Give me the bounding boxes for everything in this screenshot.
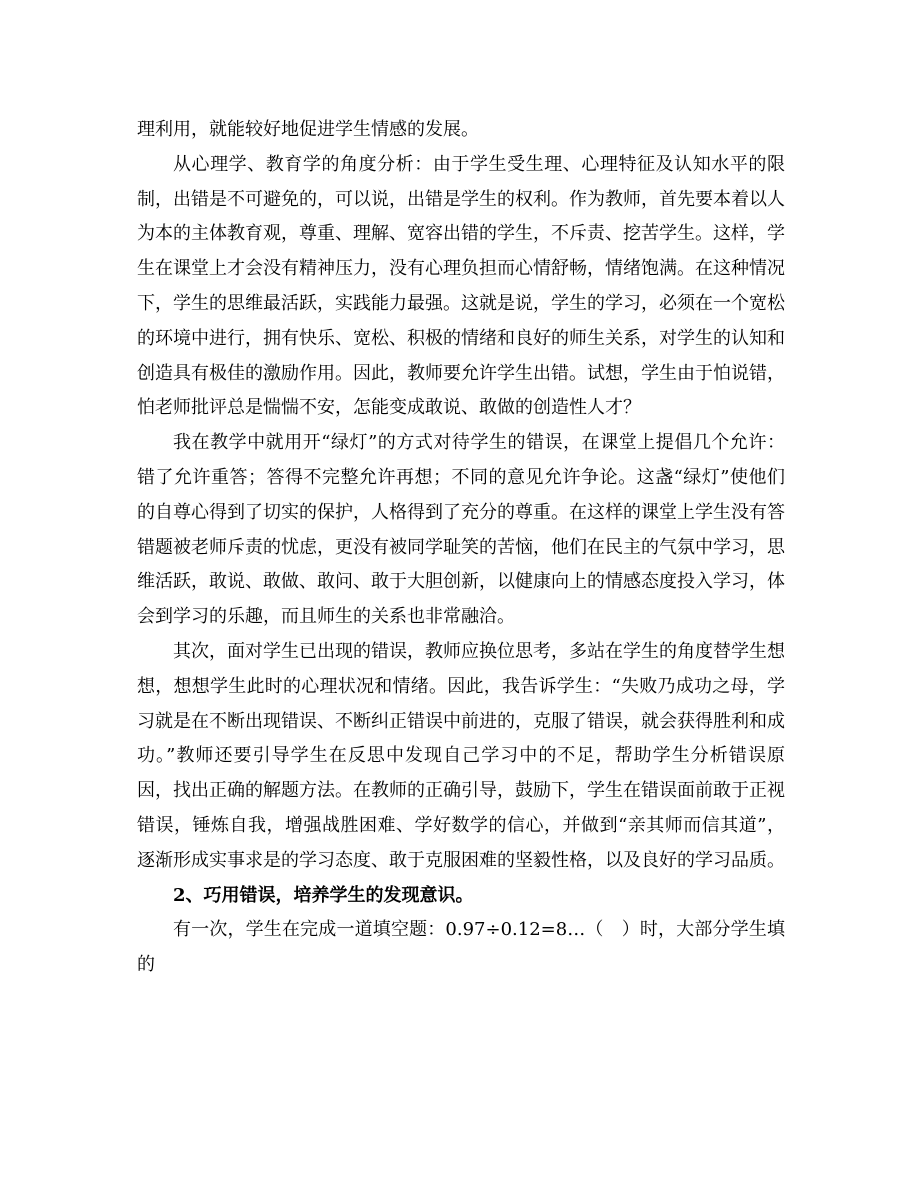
paragraph-green-light: 我在教学中就用开“绿灯”的方式对待学生的错误，在课堂上提倡几个允许：错了允许重答；答得不完整允许再想；不同的意见允许争论。这盏“绿灯”使他们的自尊心得到了切实的保护，人格得到了充分的尊重。在这样的课堂上学生没有答错题被老师斥责的忧虑，更没有被同学耻笑的苦恼，他们在民主的气氛中学习，思维活跃，敢说、敢做、敢问、敢于大胆创新，以健康向上的情感态度投入学习，体会到学习的乐趣，而且师生的关系也非常融洽。 [137, 432, 785, 628]
paragraph-continuation: 理利用，就能较好地促进学生情感的发展。 [137, 119, 479, 140]
paragraph-psychology-analysis: 从心理学、教育学的角度分析：由于学生受生理、心理特征及认知水平的限制，出错是不可避免的，可以说，出错是学生的权利。作为教师，首先要本着以人为本的主体教育观，尊重、理解、宽容出错的学生，不斥责、挖苦学生。这样，学生在课堂上才会没有精神压力，没有心理负担而心情舒畅，情绪饱满。在这种情况下，学生的思维最活跃，实践能力最强。这就是说，学生的学习，必须在一个宽松的环境中进行，拥有快乐、宽松、积极的情绪和良好的师生关系，对学生的认知和创造具有极佳的激励作用。因此，教师要允许学生出错。试想，学生由于怕说错，怕老师批评总是惴惴不安，怎能变成敢说、敢做的创造性人才？ [137, 153, 785, 419]
paragraph-empathy: 其次，面对学生已出现的错误，教师应换位思考，多站在学生的角度替学生想想，想想学生此时的心理状况和情绪。因此，我告诉学生：“失败乃成功之母，学习就是在不断出现错误、不断纠正错误中前进的，克服了错误，就会获得胜利和成功。”教师还要引导学生在反思中发现自己学习中的不足，帮助学生分析错误原因，找出正确的解题方法。在教师的正确引导，鼓励下，学生在错误面前敢于正视错误，锤炼自我，增强战胜困难、学好数学的信心，并做到“亲其师而信其道”，逐渐形成实事求是的学习态度、敢于克服困难的坚毅性格，以及良好的学习品质。 [137, 640, 785, 871]
document-page [137, 113, 785, 983]
paragraph-example: 有一次，学生在完成一道填空题：0.97÷0.12=8…（ ）时，大部分学生填的 [137, 919, 785, 976]
section-heading: 2、巧用错误，培养学生的发现意识。 [173, 884, 474, 906]
